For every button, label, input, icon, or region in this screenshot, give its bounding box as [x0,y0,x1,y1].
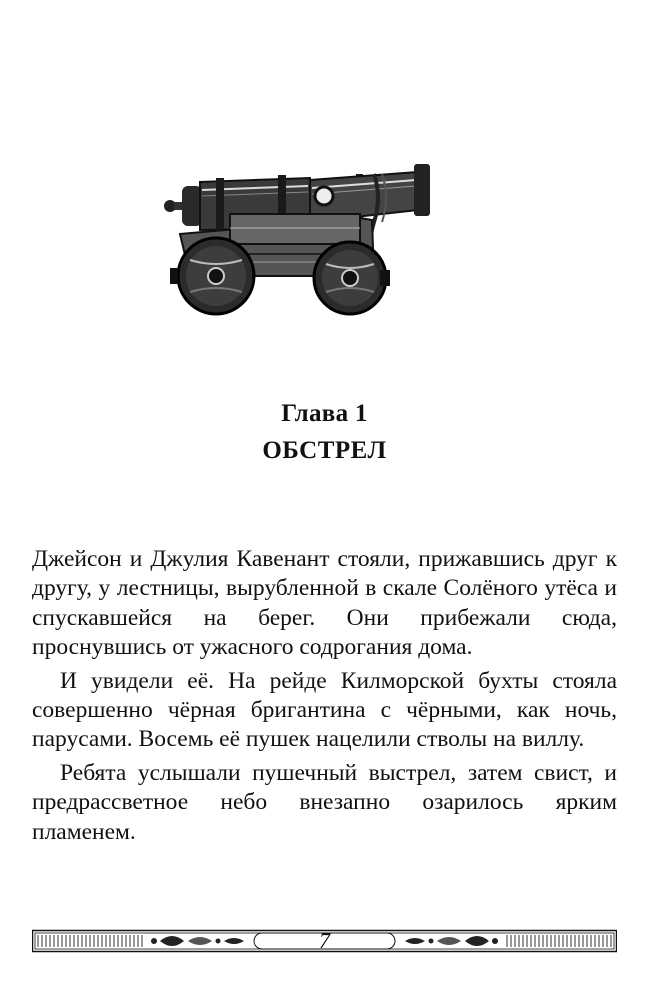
cannon-icon [160,158,440,318]
chapter-body [32,545,617,847]
chapter-title: ОБСТРЕЛ [262,437,387,464]
paragraph: Джейсон и Джулия Кавенант стояли, прижавшись друг к другу, у лестницы, вырубленной в скале Солёного утёса и спускавшейся на берег. Они прибежали сюда, проснувшись от ужасного содрогания дома. [32,546,617,661]
paragraph: Ребята услышали пушечный выстрел, затем свист, и предрассветное небо внезапно озарилось ярким пламенем. [32,759,617,845]
chapter-number: Глава 1 [281,400,368,427]
paragraph: И увидели её. На рейде Килморской бухты стояла совершенно чёрная бригантина с чёрными, как ночь, парусами. Восемь её пушек нацелили стволы на виллу. [32,667,617,753]
page-number: 7 [319,928,330,953]
page-footer [32,929,617,953]
